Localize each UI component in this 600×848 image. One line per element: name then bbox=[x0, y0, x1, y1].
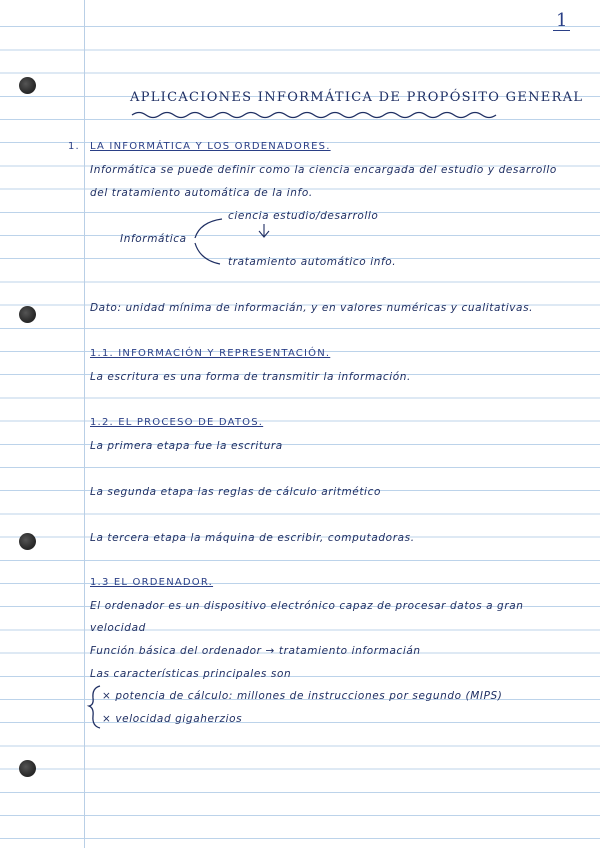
definition-line: Dato: unidad mínima de informacián, y en valores numéricas y cualitativas. bbox=[90, 302, 534, 314]
diagram-branch-top: ciencia estudio/desarrollo bbox=[228, 210, 379, 222]
section-title: 1.3 EL ORDENADOR. bbox=[90, 577, 214, 588]
section-number: 1. bbox=[68, 141, 80, 152]
section-title: 1.2. EL PROCESO DE DATOS. bbox=[90, 417, 264, 428]
page-number: 1 bbox=[553, 12, 570, 31]
text-line: La segunda etapa las reglas de cálculo aritmético bbox=[90, 486, 381, 498]
bullet-item: × potencia de cálculo: millones de instrucciones por segundo (MIPS) bbox=[102, 690, 503, 702]
text-line: Las características principales son bbox=[90, 668, 292, 680]
text-line: La tercera etapa la máquina de escribir, computadoras. bbox=[90, 532, 415, 544]
text-line: Función básica del ordenador → tratamiento informacián bbox=[90, 645, 421, 657]
text-line: El ordenador es un dispositivo electrónico capaz de procesar datos a gran bbox=[90, 600, 524, 612]
text-line: velocidad bbox=[90, 622, 146, 634]
text-line: del tratamiento automática de la info. bbox=[90, 187, 313, 199]
text-line: La primera etapa fue la escritura bbox=[90, 440, 283, 452]
bullet-item: × velocidad gigaherzios bbox=[102, 713, 243, 725]
section-title: 1.1. INFORMACIÓN Y REPRESENTACIÓN. bbox=[90, 348, 331, 359]
text-line: La escritura es una forma de transmitir la información. bbox=[90, 371, 411, 383]
diagram-branch-bottom: tratamiento automático info. bbox=[228, 256, 397, 268]
diagram-root: Informática bbox=[120, 233, 187, 245]
text-line: Informática se puede definir como la ciencia encargada del estudio y desarrollo bbox=[90, 164, 557, 176]
page-title: APLICACIONES INFORMÁTICA DE PROPÓSITO GENERAL bbox=[130, 90, 584, 105]
section-title: LA INFORMÁTICA Y LOS ORDENADORES. bbox=[90, 141, 331, 152]
